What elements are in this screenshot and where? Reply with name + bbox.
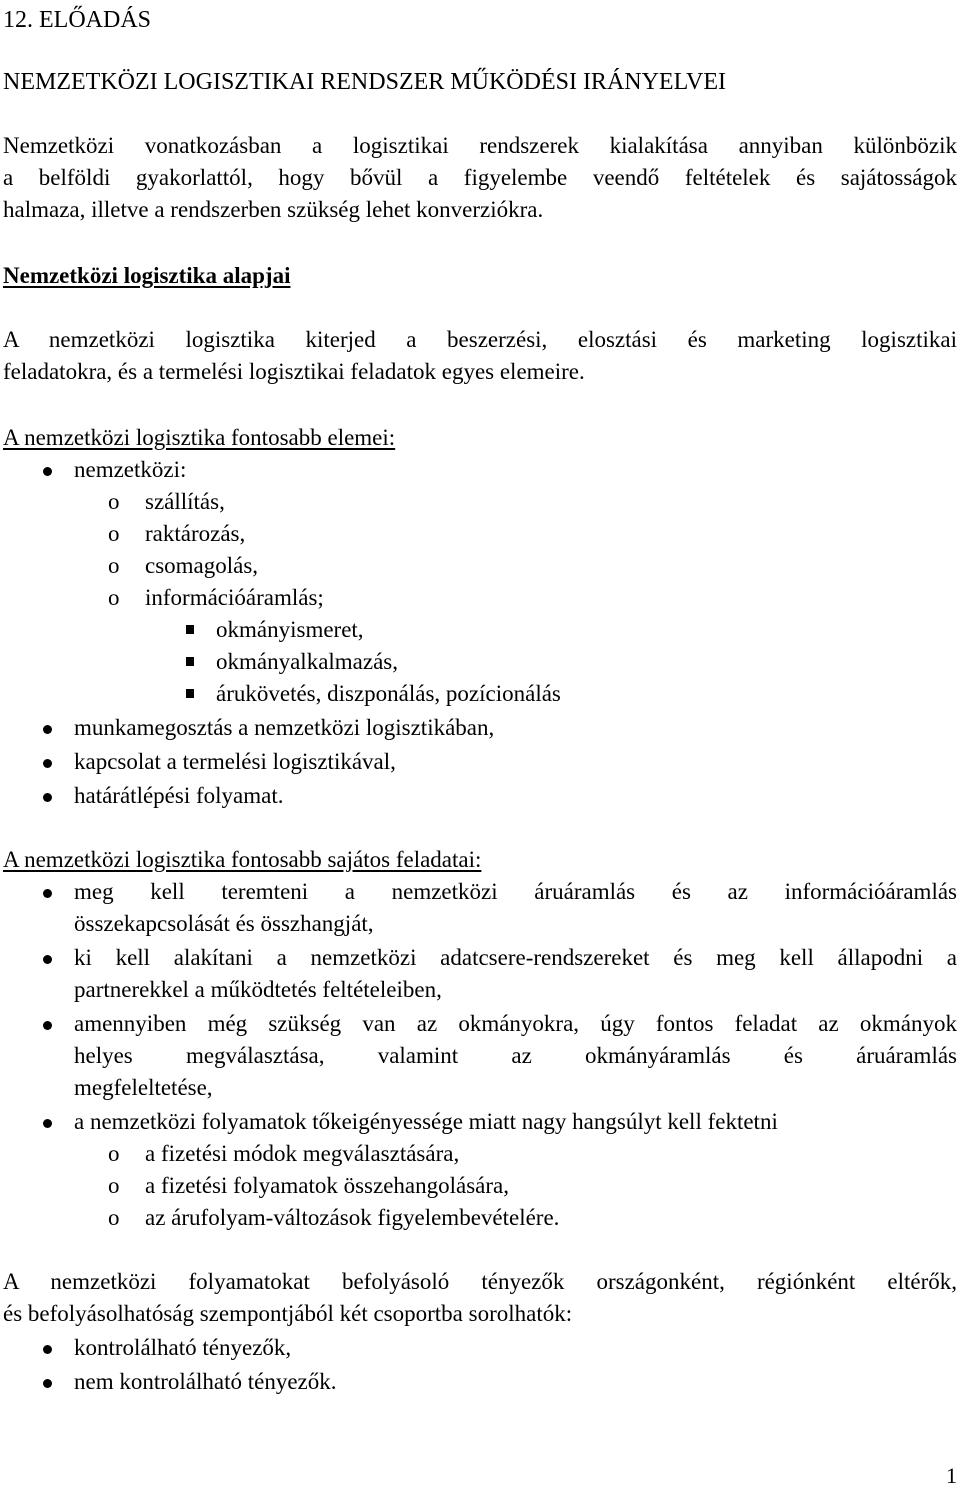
bullet-icon <box>43 1119 52 1128</box>
bullet-icon <box>43 725 52 734</box>
tasks-heading: A nemzetközi logisztika fontosabb sajátos feladatai: <box>3 847 482 872</box>
factors-line: és befolyásolhatóság szempontjából két csoportba sorolhatók: <box>3 1301 573 1326</box>
factors-paragraph <box>3 1266 957 1330</box>
basics-line: A nemzetközi logisztika kiterjed a beszerzési, elosztási és marketing logisztikai <box>3 327 957 352</box>
basics-line: feladatokra, és a termelési logisztikai feladatok egyes elemeire. <box>3 359 585 384</box>
bullet-icon <box>43 1379 52 1388</box>
main-title: NEMZETKÖZI LOGISZTIKAI RENDSZER MŰKÖDÉSI IRÁNYELVEI <box>3 69 727 95</box>
page-number: 1 <box>946 1463 957 1488</box>
bullet-icon <box>43 793 52 802</box>
circle-bullet-icon: o <box>108 1141 120 1166</box>
bullet-icon <box>43 889 52 898</box>
intro-line: Nemzetközi vonatkozásban a logisztikai rendszerek kialakítása annyiban különbözik <box>3 133 957 158</box>
basics-paragraph <box>3 324 957 388</box>
bullet-icon <box>43 1345 52 1354</box>
list-item: amennyiben még szükség van az okmányokra, úgy fontos feladat az okmányok helyes megválasztása, valamint az okmányáramlás és áruáramlás megfeleltetése, <box>3 1008 957 1040</box>
section-heading-basics: Nemzetközi logisztika alapjai <box>3 263 291 288</box>
intro-line: halmaza, illetve a rendszerben szükség lehet konverziókra. <box>3 197 544 222</box>
square-bullet-icon <box>186 625 194 634</box>
bullet-icon <box>43 467 52 476</box>
circle-bullet-icon: o <box>108 1205 120 1230</box>
bullet-icon <box>43 955 52 964</box>
circle-bullet-icon: o <box>108 489 120 514</box>
bullet-icon <box>43 759 52 768</box>
lecture-label: 12. ELŐADÁS <box>3 7 151 33</box>
intro-line: a belföldi gyakorlattól, hogy bővül a figyelembe veendő feltételek és sajátosságok <box>3 165 957 190</box>
square-bullet-icon <box>186 657 194 666</box>
square-bullet-icon <box>186 689 194 698</box>
circle-bullet-icon: o <box>108 1173 120 1198</box>
intro-paragraph <box>3 130 957 226</box>
list-item: ki kell alakítani a nemzetközi adatcsere-rendszereket és meg kell állapodni a partnerekkel a működtetés feltételeiben, <box>3 942 957 974</box>
circle-bullet-icon: o <box>108 521 120 546</box>
circle-bullet-icon: o <box>108 585 120 610</box>
list-item: meg kell teremteni a nemzetközi áruáramlás és az információáramlás összekapcsolását és összhangját, <box>3 876 957 908</box>
circle-bullet-icon: o <box>108 553 120 578</box>
elements-heading: A nemzetközi logisztika fontosabb elemei: <box>3 425 396 450</box>
bullet-icon <box>43 1021 52 1030</box>
factors-line: A nemzetközi folyamatokat befolyásoló tényezők országonként, régiónként eltérők, <box>3 1269 957 1294</box>
